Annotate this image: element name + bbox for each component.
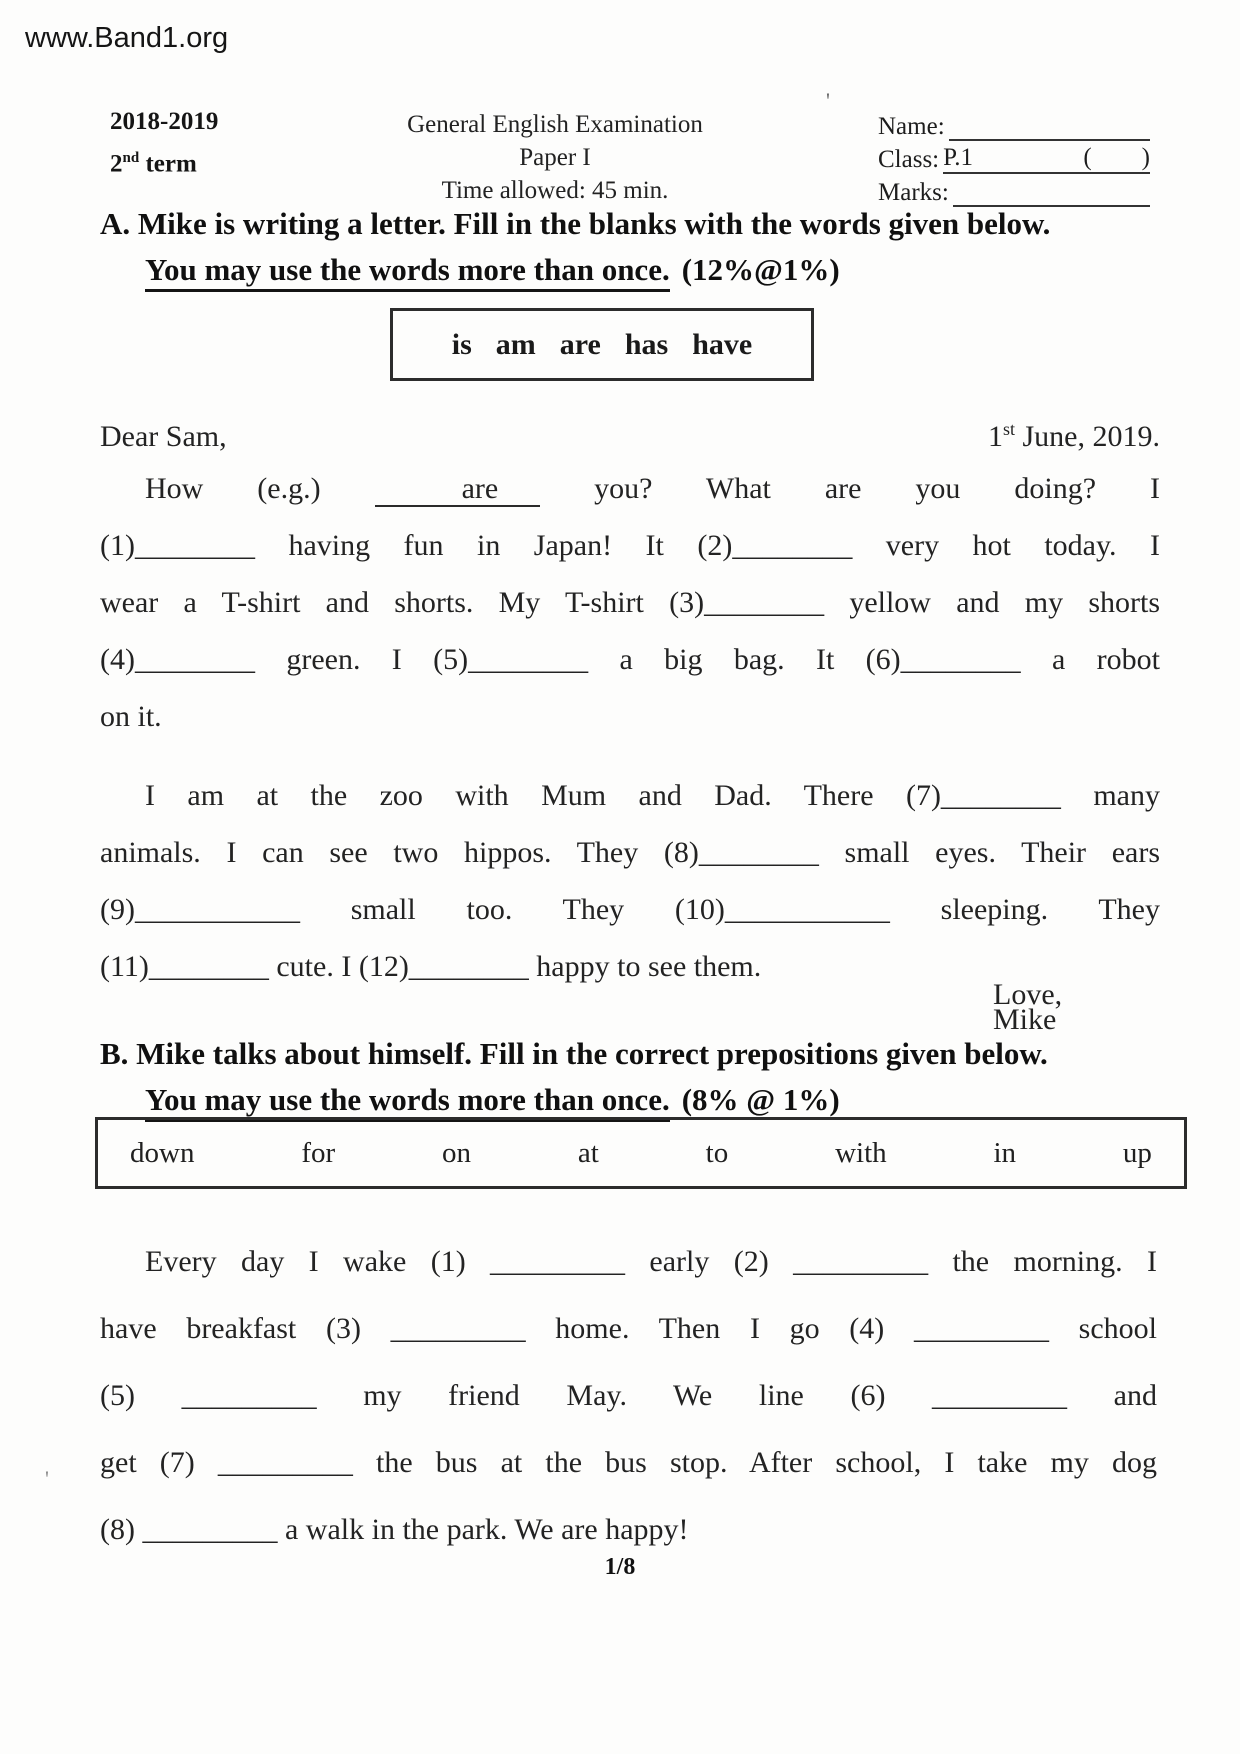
word-bank-word: to [705,1136,729,1169]
letter-line: (1)________ having fun in Japan! It (2)________ very hot today. I [100,529,1160,562]
letter-salutation: Dear Sam, [100,420,227,453]
date-ordinal-suffix: st [1002,419,1015,439]
word-bank-word: for [301,1136,336,1169]
section-b-instruction-underlined: You may use the words more than once. [145,1082,670,1122]
section-b-instruction [145,1080,1205,1120]
word-bank-word: in [993,1136,1017,1169]
paragraph-line: (5) _________ my friend May. We line (6) _________ and [100,1379,1157,1412]
header-left [110,104,218,182]
letter-body [100,398,1160,1043]
example-answer: are [461,472,499,505]
word-bank-b [95,1117,1187,1189]
letter-signature: Mike [993,1003,1057,1036]
example-blank [375,473,541,507]
section-b-heading [100,1034,1205,1120]
word-bank-word: have [692,327,753,361]
letter-line [100,460,1160,517]
letter-closing: Love, [993,978,1063,1011]
section-a-marks-note: (12%@1%) [681,252,840,287]
marks-field-label: Marks: [878,179,949,206]
word-bank-a [390,308,814,381]
word-bank-word: down [130,1136,195,1169]
term-ordinal-suffix: nd [122,150,140,166]
school-year: 2018-2019 [110,108,219,135]
letter-line: (4)________ green. I (5)________ a big bag. It (6)________ a robot [100,643,1160,676]
section-a-instruction-underlined: You may use the words more than once. [145,252,670,292]
class-field-value: P.1 [943,144,974,171]
letter-line: wear a T-shirt and shorts. My T-shirt (3)________ yellow and my shorts [100,586,1160,619]
page-number: 1/8 [604,1554,636,1580]
marks-field [878,174,1150,207]
word-bank-word: with [835,1136,887,1169]
name-field-label: Name: [878,113,945,140]
name-field-line [949,109,1150,141]
header-center [350,108,760,207]
letter-line: I am at the zoo with Mum and Dad. There (7)________ many [145,779,1160,812]
scan-artifact-tick: ' [45,1466,49,1491]
letter-line: on it. [100,700,162,733]
exam-title: General English Examination [407,111,703,138]
class-section-parens: ( ) [1083,144,1150,171]
section-b-marks-note: (8% @ 1%) [681,1082,840,1117]
time-allowed: Time allowed: 45 min. [441,177,669,204]
word-bank-word: at [577,1136,599,1169]
class-field-label: Class: [878,146,940,173]
section-a-heading [100,204,1205,290]
section-b-heading-line1: B. Mike talks about himself. Fill in the correct prepositions given below. [100,1036,1048,1071]
header-right [878,108,1150,207]
letter-date: 1st June, 2019. [987,419,1160,453]
scan-artifact-tick: ' [826,88,830,113]
word-bank-word: up [1122,1136,1152,1169]
marks-field-line [953,175,1150,207]
section-b-paragraph [100,1228,1157,1563]
letter-line-text: you? What are you doing? I [594,472,1160,505]
word-bank-word: am [495,327,536,361]
paragraph-line: get (7) _________ the bus at the bus stop. After school, I take my dog [100,1446,1157,1479]
letter-line-text: (11)________ cute. I (12)________ happy to see them. [100,950,762,983]
paragraph-line: (8) _________ a walk in the park. We are happy! [100,1513,689,1546]
word-bank-word: is [451,327,472,361]
paragraph-line: have breakfast (3) _________ home. Then I go (4) _________ school [100,1312,1157,1345]
letter-line: animals. I can see two hippos. They (8)________ small eyes. Their ears [100,836,1160,869]
section-a-instruction [145,250,1205,290]
paper-number: Paper I [519,144,591,171]
letter-salutation-row [100,398,1160,460]
paragraph-line: Every day I wake (1) _________ early (2) _________ the morning. I [145,1245,1157,1278]
letter-line: (9)___________ small too. They (10)___________ sleeping. They [100,893,1160,926]
class-field [878,141,1150,174]
term: 2nd term [110,150,197,178]
site-watermark: www.Band1.org [25,22,229,54]
section-a-heading-line1: A. Mike is writing a letter. Fill in the blanks with the words given below. [100,206,1051,241]
word-bank-word: on [442,1136,471,1169]
word-bank-word: has [624,327,669,361]
name-field [878,108,1150,141]
letter-line-text: How (e.g.) [145,472,321,505]
word-bank-word: are [559,327,601,361]
class-field-line [943,142,1150,174]
letter-line [100,938,1160,1011]
